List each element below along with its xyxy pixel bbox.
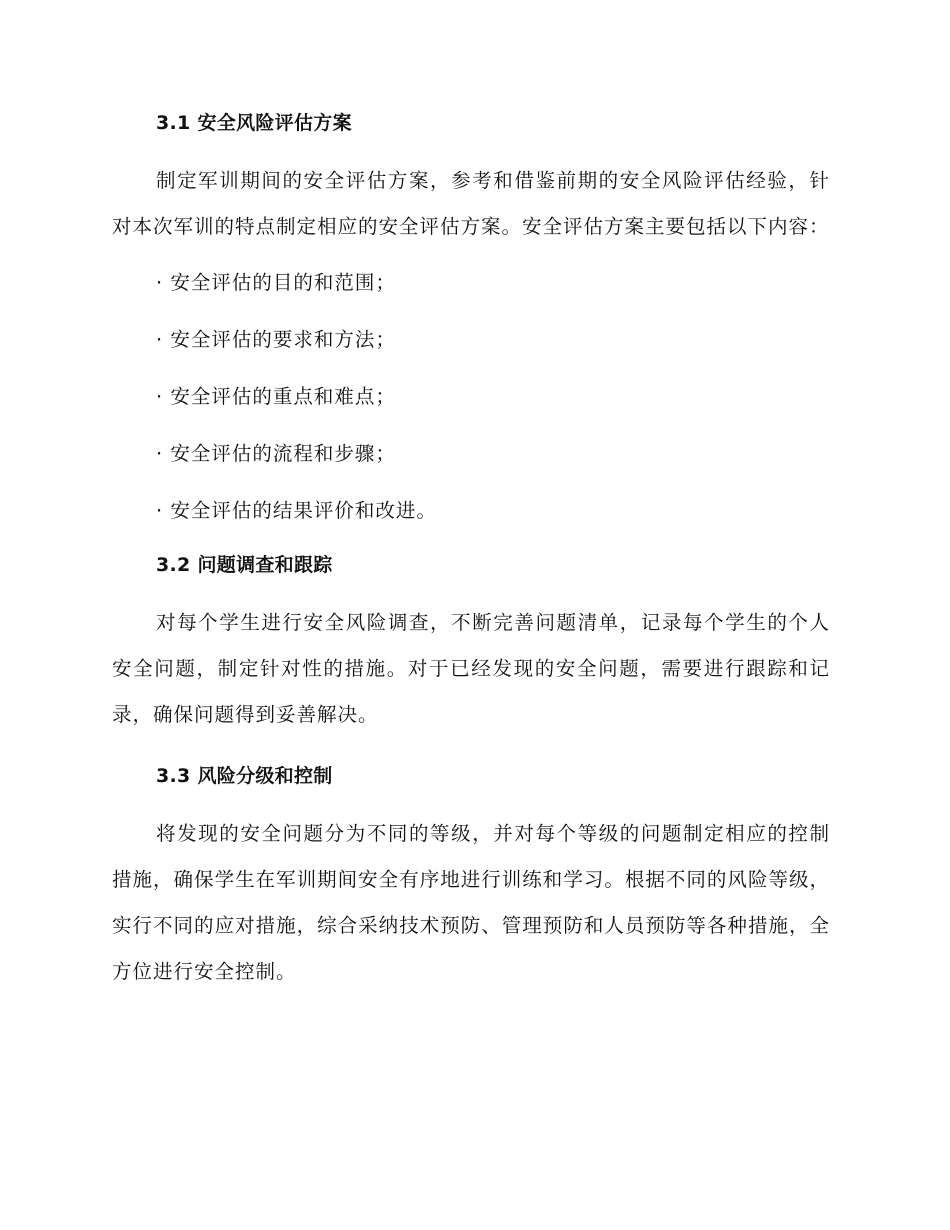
section-heading-3-2: 3.2 问题调查和跟踪: [156, 554, 333, 576]
section-heading-3-1: 3.1 安全风险评估方案: [156, 112, 352, 134]
list-item: · 安全评估的目的和范围；: [156, 271, 396, 294]
section-heading-3-3: 3.3 风险分级和控制: [156, 765, 333, 787]
list-item: · 安全评估的流程和步骤；: [156, 442, 396, 465]
document-body: [112, 108, 830, 995]
list-item: · 安全评估的重点和难点；: [156, 385, 396, 408]
section-paragraph-3-2: 对每个学生进行安全风险调查，不断完善问题清单，记录每个学生的个人安全问题，制定针对性的措施。对于已经发现的安全问题，需要进行跟踪和记录，确保问题得到妥善解决。: [112, 611, 830, 726]
section-paragraph-3-3: 将发现的安全问题分为不同的等级，并对每个等级的问题制定相应的控制措施，确保学生在军训期间安全有序地进行训练和学习。根据不同的风险等级，实行不同的应对措施，综合采纳技术预防、管理预防和人员预防等各种措施，全方位进行安全控制。: [112, 822, 830, 983]
list-item: · 安全评估的结果评价和改进。: [156, 499, 437, 522]
assessment-content-list: [112, 268, 830, 526]
section-paragraph-3-1: 制定军训期间的安全评估方案，参考和借鉴前期的安全风险评估经验，针对本次军训的特点制定相应的安全评估方案。安全评估方案主要包括以下内容：: [112, 169, 830, 238]
list-item: · 安全评估的要求和方法；: [156, 328, 396, 351]
